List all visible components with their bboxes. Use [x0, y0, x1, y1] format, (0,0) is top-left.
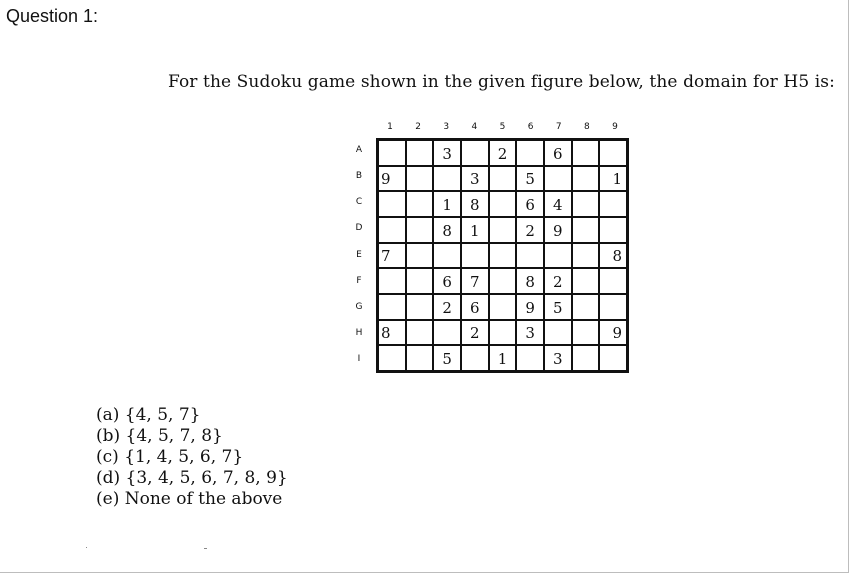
column-label: 4: [471, 122, 478, 132]
grid-cell-F2: [406, 268, 434, 294]
grid-cell-G2: [406, 294, 434, 320]
grid-cell-F7: 2: [544, 268, 572, 294]
grid-cell-G1: [378, 294, 406, 320]
row-label: D: [355, 223, 363, 234]
row-label: G: [355, 301, 363, 312]
grid-cell-H7: [544, 320, 572, 346]
grid-cell-D1: [378, 217, 406, 243]
option-c[interactable]: (c) {1, 4, 5, 6, 7}: [96, 447, 244, 467]
grid-cell-A1: [378, 140, 406, 166]
grid-cell-B9: 1: [599, 166, 627, 192]
grid-cell-D7: 9: [544, 217, 572, 243]
grid-cell-B2: [406, 166, 434, 192]
option-a[interactable]: (a) {4, 5, 7}: [96, 405, 201, 425]
stray-mark: [86, 547, 87, 548]
grid-cell-H3: [433, 320, 461, 346]
grid-cell-D2: [406, 217, 434, 243]
grid-cell-B5: [489, 166, 517, 192]
option-b[interactable]: (b) {4, 5, 7, 8}: [96, 426, 223, 446]
grid-cell-C9: [599, 191, 627, 217]
grid-cell-F8: [572, 268, 600, 294]
grid-cell-B4: 3: [461, 166, 489, 192]
grid-cell-F3: 6: [433, 268, 461, 294]
grid-cell-A8: [572, 140, 600, 166]
row-label: I: [357, 353, 361, 364]
grid-cell-G8: [572, 294, 600, 320]
grid-cell-D6: 2: [516, 217, 544, 243]
grid-cell-I2: [406, 345, 434, 371]
grid-cell-I7: 3: [544, 345, 572, 371]
grid-cell-A4: [461, 140, 489, 166]
row-label: B: [355, 171, 363, 182]
grid-cell-F1: [378, 268, 406, 294]
grid-cell-I3: 5: [433, 345, 461, 371]
answer-options: [96, 405, 288, 510]
column-label: 6: [527, 122, 534, 132]
grid-cell-E4: [461, 243, 489, 269]
row-label: H: [355, 327, 363, 338]
sudoku-grid: [376, 138, 629, 373]
grid-cell-B3: [433, 166, 461, 192]
grid-cell-G5: [489, 294, 517, 320]
grid-cell-A2: [406, 140, 434, 166]
grid-cell-A9: [599, 140, 627, 166]
grid-cell-D8: [572, 217, 600, 243]
grid-cell-C6: 6: [516, 191, 544, 217]
column-label: 5: [499, 122, 506, 132]
grid-cell-C3: 1: [433, 191, 461, 217]
grid-cell-I1: [378, 345, 406, 371]
grid-cell-D4: 1: [461, 217, 489, 243]
grid-cell-G4: 6: [461, 294, 489, 320]
grid-cell-I4: [461, 345, 489, 371]
grid-cell-G3: 2: [433, 294, 461, 320]
grid-cell-C7: 4: [544, 191, 572, 217]
row-label: F: [356, 275, 362, 286]
grid-cell-F6: 8: [516, 268, 544, 294]
row-label: C: [355, 197, 363, 208]
grid-cell-H5: [489, 320, 517, 346]
grid-cell-E2: [406, 243, 434, 269]
grid-cell-G7: 5: [544, 294, 572, 320]
grid-cell-F9: [599, 268, 627, 294]
grid-cell-C8: [572, 191, 600, 217]
stray-mark: [204, 548, 207, 549]
grid-cell-E3: [433, 243, 461, 269]
column-label: 8: [583, 122, 590, 132]
question-title: Question 1:: [6, 6, 99, 26]
grid-cell-C5: [489, 191, 517, 217]
grid-cell-E7: [544, 243, 572, 269]
grid-cell-A5: 2: [489, 140, 517, 166]
grid-cell-I6: [516, 345, 544, 371]
grid-cell-I8: [572, 345, 600, 371]
grid-cell-B8: [572, 166, 600, 192]
grid-cell-A6: [516, 140, 544, 166]
grid-cell-C2: [406, 191, 434, 217]
grid-cell-D5: [489, 217, 517, 243]
grid-cell-H9: 9: [599, 320, 627, 346]
grid-cell-H4: 2: [461, 320, 489, 346]
row-label: E: [356, 249, 362, 260]
grid-cell-H2: [406, 320, 434, 346]
grid-cell-E6: [516, 243, 544, 269]
column-label: 3: [443, 122, 450, 132]
grid-cell-G6: 9: [516, 294, 544, 320]
grid-cell-A3: 3: [433, 140, 461, 166]
grid-cell-F4: 7: [461, 268, 489, 294]
grid-cell-H6: 3: [516, 320, 544, 346]
grid-cell-B1: 9: [378, 166, 406, 192]
option-e[interactable]: (e) None of the above: [96, 489, 283, 509]
grid-cell-E8: [572, 243, 600, 269]
grid-cell-D3: 8: [433, 217, 461, 243]
row-label: A: [355, 145, 363, 156]
grid-cell-A7: 6: [544, 140, 572, 166]
grid-cell-B6: 5: [516, 166, 544, 192]
grid-cell-I9: [599, 345, 627, 371]
column-label: 2: [415, 122, 422, 132]
grid-cell-C1: [378, 191, 406, 217]
column-label: 9: [612, 122, 618, 132]
question-prompt: For the Sudoku game shown in the given figure below, the domain for H5 is:: [168, 72, 835, 92]
grid-cell-F5: [489, 268, 517, 294]
grid-cell-I5: 1: [489, 345, 517, 371]
column-label: 1: [387, 122, 393, 132]
grid-cell-H8: [572, 320, 600, 346]
grid-cell-E9: 8: [599, 243, 627, 269]
grid-cell-E5: [489, 243, 517, 269]
grid-cell-C4: 8: [461, 191, 489, 217]
grid-cell-H1: 8: [378, 320, 406, 346]
grid-cell-D9: [599, 217, 627, 243]
column-label: 7: [555, 122, 562, 132]
grid-cell-B7: [544, 166, 572, 192]
option-d[interactable]: (d) {3, 4, 5, 6, 7, 8, 9}: [96, 468, 288, 488]
grid-cell-G9: [599, 294, 627, 320]
grid-cell-E1: 7: [378, 243, 406, 269]
